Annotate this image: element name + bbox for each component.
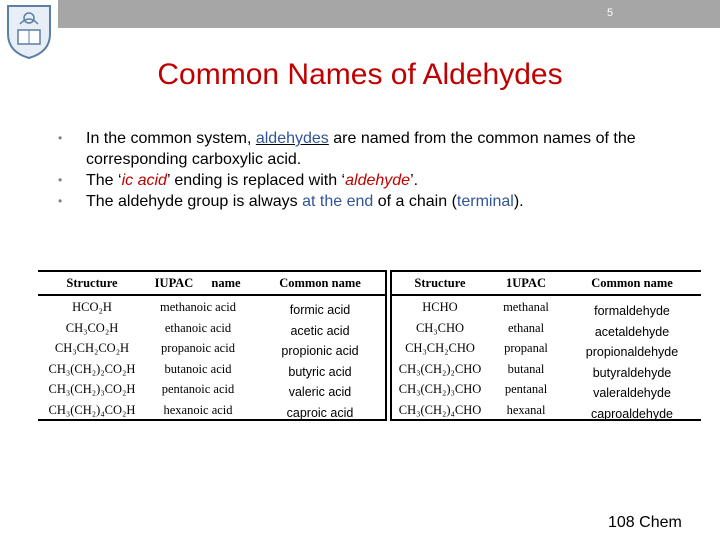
aldehydes-link[interactable]: aldehydes [255,130,329,147]
header-structure: Structure [66,276,118,290]
table-cell: CH₃(CH₂)₃CO₂H [48,382,136,397]
table-cell: valeraldehyde [593,386,671,401]
ic-acid-term: ic acid [121,172,167,189]
table-divider [385,270,387,421]
aldehyde-table [38,270,701,421]
bullet-text: are named from the common names of the corresponding carboxylic acid. [86,130,636,168]
acid-structure-column [38,297,146,421]
bullet-item [58,128,698,170]
table-cell: ethanal [507,320,545,335]
page-number: 5 [606,7,614,19]
table-cell: ethanoic acid [164,320,232,335]
table-cell: HCO₂H [72,300,112,314]
table-top-rule [38,270,385,272]
table-cell: pentanoic acid [161,382,235,397]
at-the-end-term: at the end [302,193,374,210]
table-cell: caproaldehyde [590,406,673,421]
footer-course: 108 Chem [608,514,682,531]
header-name: name [211,276,241,290]
bullet-dot-icon: • [58,173,63,187]
header-structure: Structure [414,276,466,290]
header-iupac: IUPAC [154,276,194,290]
bullet-list [58,128,698,212]
university-logo [0,0,58,62]
table-cell: CH₃CH₂CHO [405,341,475,356]
header-common-name: Common name [279,276,361,290]
aldehyde-common-column [568,301,696,425]
acid-common-column [260,300,380,424]
bullet-text: ’ ending is replaced with ‘ [166,172,346,189]
bullet-text: of a chain ( [373,193,457,210]
crest-icon [0,0,58,62]
bullet-item [58,191,698,212]
bullet-text: In the common system, [86,130,256,147]
table-header-rule [392,294,701,296]
table-top-rule [392,270,701,272]
table-cell: propanal [504,341,548,356]
table-cell: CH₃(CH₂)₂CHO [398,361,482,376]
aldehyde-iupac-column [494,297,558,421]
aldehyde-term: aldehyde [345,172,411,189]
table-cell: acetic acid [290,323,350,338]
header-iupac: 1UPAC [505,276,547,290]
table-cell: formic acid [289,303,351,317]
table-cell: hexanal [506,402,546,417]
bullet-text: The aldehyde group is always [86,193,303,210]
table-header-rule [38,294,385,296]
table-cell: CH₃(CH₂)₄CHO [398,402,482,417]
table-cell: CH₃(CH₂)₂CO₂H [48,361,136,376]
table-cell: propionaldehyde [585,345,679,360]
table-cell: CH₃(CH₂)₄CO₂H [48,402,136,417]
table-cell: CH₃CH₂CO₂H [54,341,130,356]
bullet-text: ’. [410,172,419,189]
bullet-dot-icon: • [58,194,63,208]
table-cell: CH₃(CH₂)₃CHO [398,382,482,397]
bullet-text: ). [513,193,524,210]
table-cell: caproic acid [286,405,354,420]
aldehyde-structure-column [392,297,488,421]
table-cell: methanal [503,300,549,314]
terminal-term: terminal [456,193,514,210]
bullet-dot-icon: • [58,131,63,145]
table-cell: hexanoic acid [163,402,233,417]
table-cell: CH₃CO₂H [65,320,119,335]
acid-iupac-column [146,297,250,421]
header-common-name: Common name [591,276,673,290]
slide-title: Common Names of Aldehydes [157,58,563,91]
table-cell: acetaldehyde [594,324,670,339]
table-cell: pentanal [504,382,548,397]
table-cell: HCHO [422,300,458,314]
table-cell: butyraldehyde [592,365,672,380]
table-cell: formaldehyde [594,304,670,318]
table-cell: propionic acid [281,344,359,359]
table-cell: butanal [507,361,545,376]
table-cell: propanoic acid [161,341,235,356]
bullet-text: The ‘ [86,172,122,189]
table-cell: valeric acid [288,385,352,400]
table-cell: butyric acid [288,364,352,379]
table-cell: methanoic acid [159,300,236,314]
table-cell: CH₃CHO [415,320,465,335]
bullet-item [58,170,698,191]
table-cell: butanoic acid [164,361,232,376]
